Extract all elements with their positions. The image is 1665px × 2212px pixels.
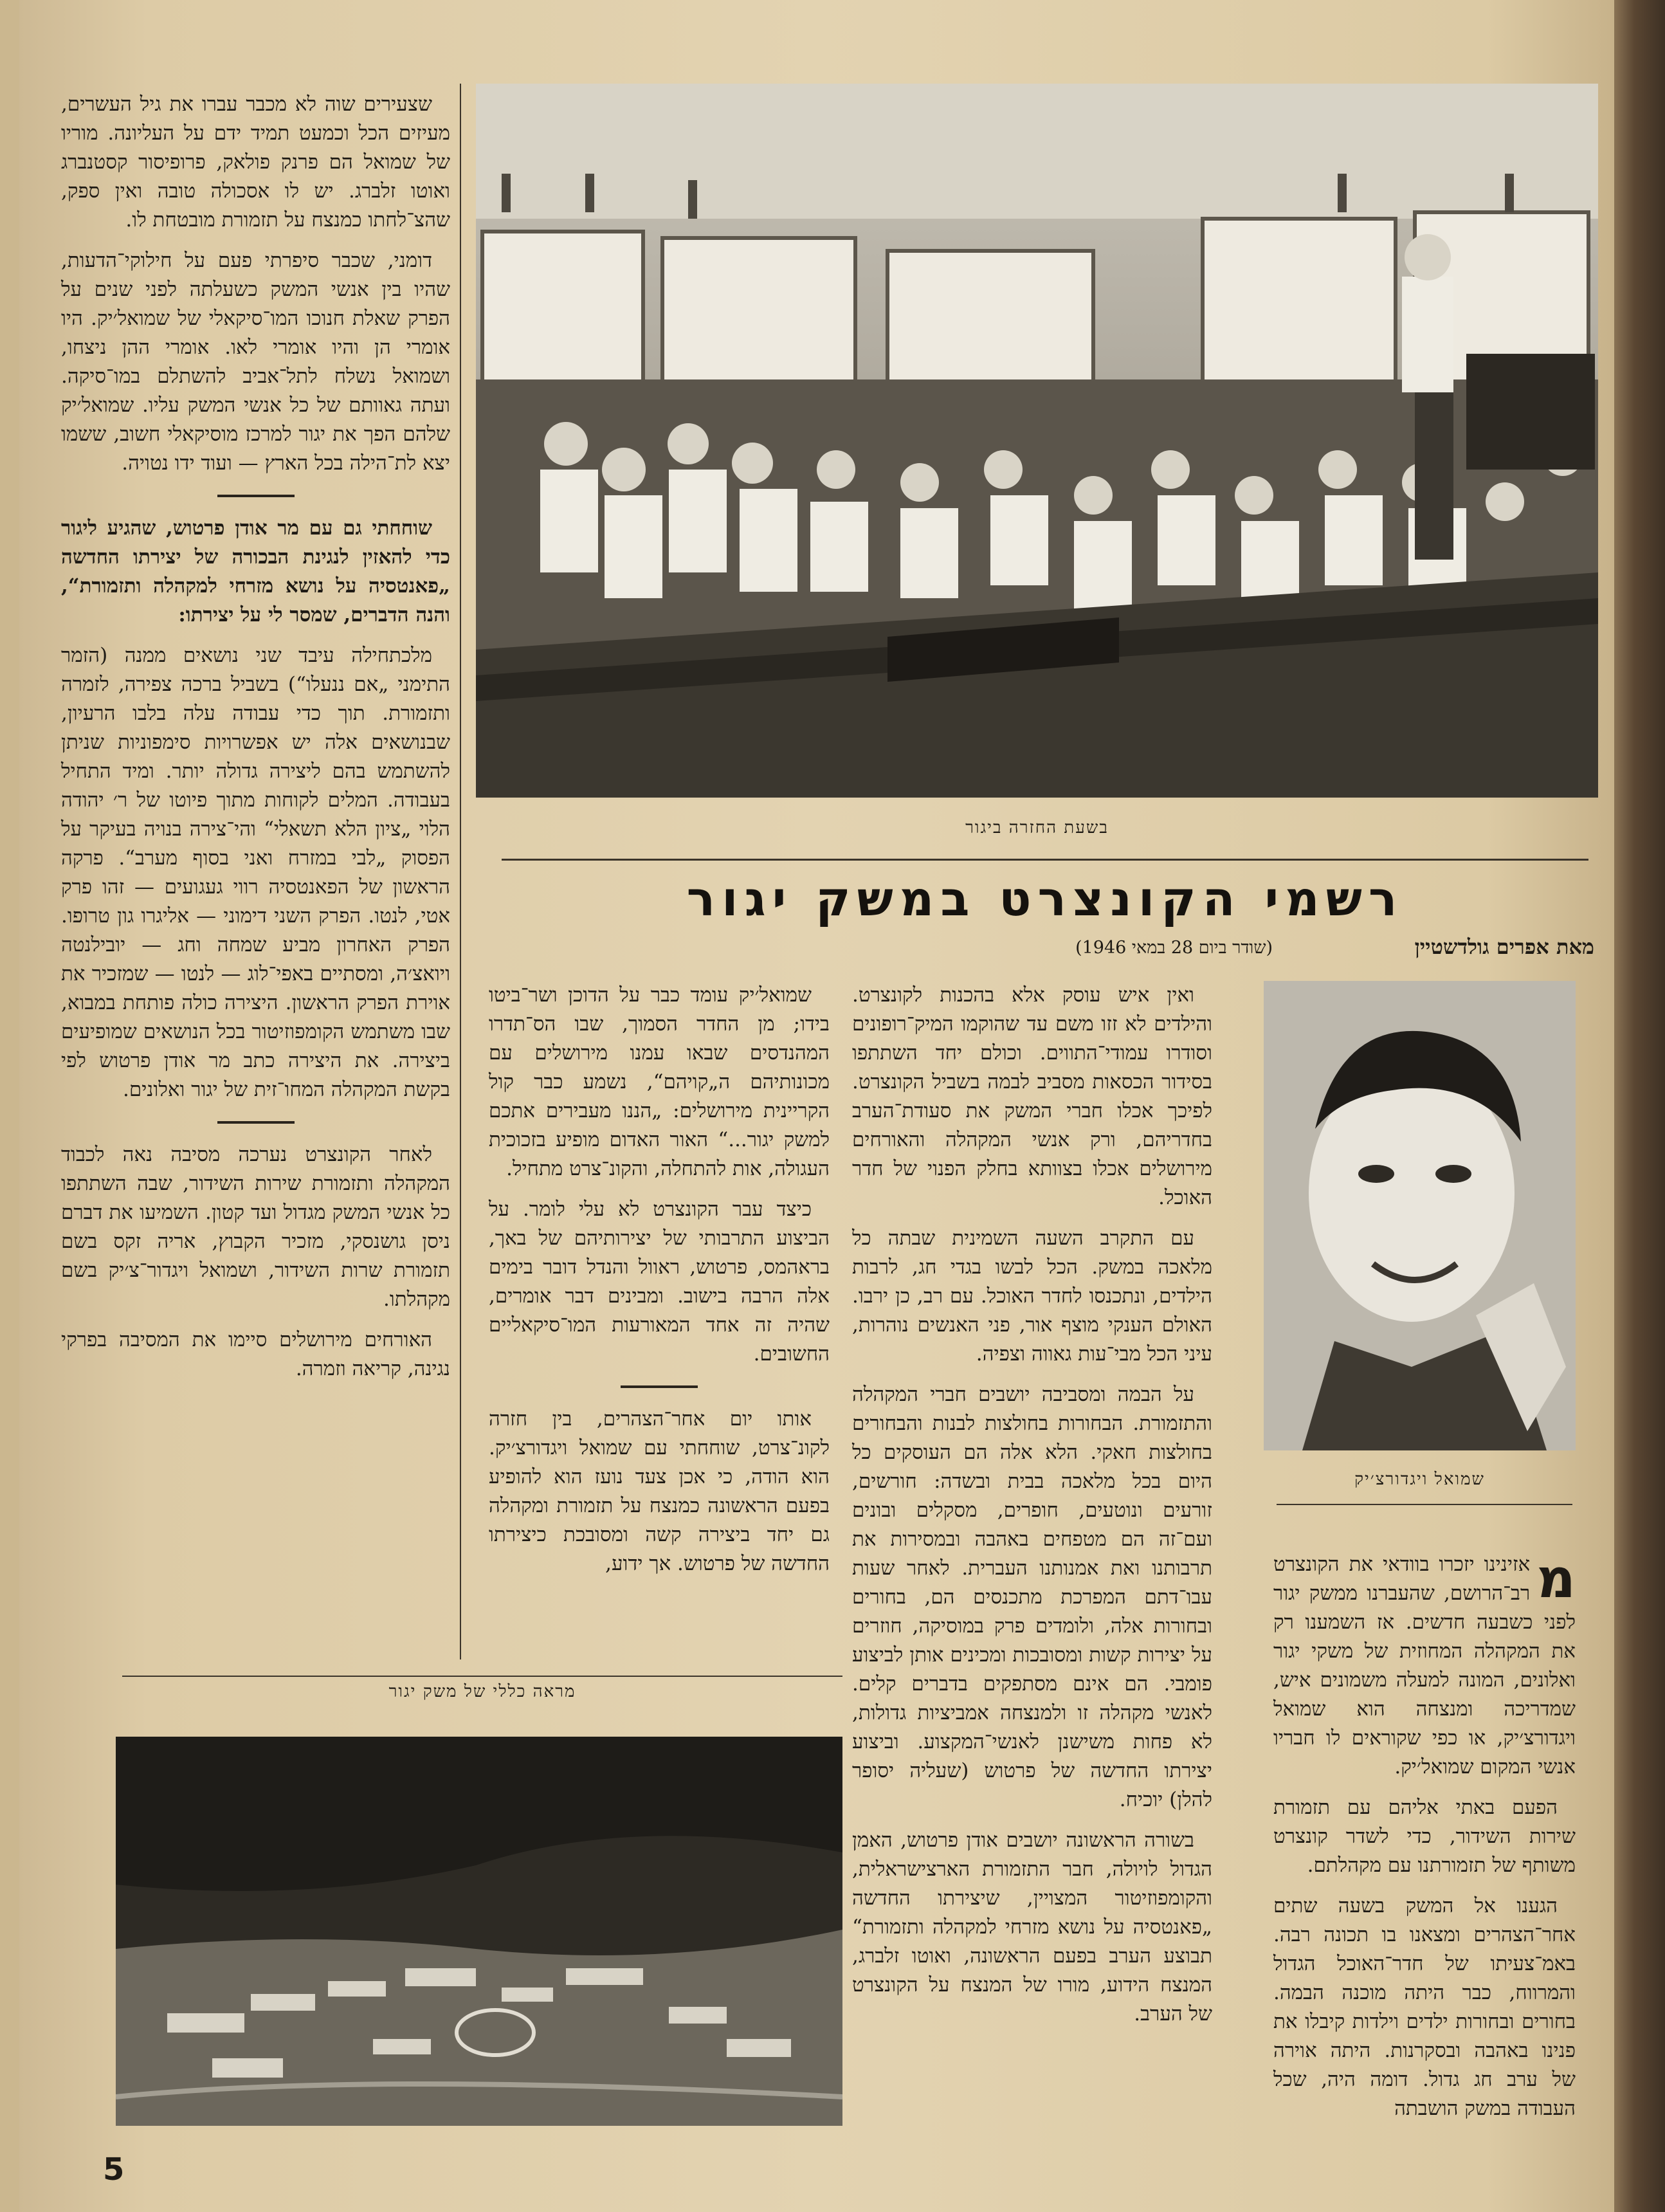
portrait-photo xyxy=(1264,981,1576,1450)
column-center-right xyxy=(852,981,1212,2040)
paragraph: מלכתחילה עיבד שני נושאים ממנה (הזמר התימני „אם ננעלו“) בשביל ברכה צפירה, לזמרה ותזמורת. תוך כדי עבודה עלה בלבו הרעיון, שבנושאים אלה יש אפשרויות סימפוניות שניתן להשתמש בהם ליצירה גדולה יותר. ומיד התחיל בעבודה. המלים לקוחות מתוך פיוטו של ר׳ יהודה הלוי „ציון הלא תשאלי“ והי־צירה בנויה בעיקר על הפסוק „לבי במזרח ואני בסוף מערב“. פרקה הראשון של הפאנטסיה רווי געגועים — זהו פרק אטי, לנטו. הפרק השני דימוני — אליגרו גון טרופו. הפרק האחרון מביע שמחה וחג — יובילנטה ויואצ׳ה, ומסתיים באפי־לוג — לנטו — שמזכיר את אוירת הפרק הראשון. היצירה כולה פותחת במבוא, שבו משתמש הקומפוזיטור בכל הנושאים שמופיעים ביצירה. את היצירה כתב מר אודן פרטוש לפי בקשת המקהלה המחו־זית של יגור ואלונים. xyxy=(61,644,450,1101)
paragraph: הגענו אל המשק בשעה שתים אחר־הצהרים ומצאנו בו תכונה רבה. באמ־צעיתו של חדר־האוכל הגדול והמרווח, כבר היתה מוכנה הבמה. בחורים ובחורות ילדים וילדות קיבלו את פנינו באהבה ובסקרנות. היתה אוירה של ערב חג גדול. דומה היה, שכל העבודה במשק הושבתה xyxy=(1273,1894,1576,2120)
paragraph: בשורה הראשונה יושבים אודן פרטוש, האמן הגדול לויולה, חבר התזמורת הארצישראלית, והקומפוזיטור המצויין, שיצירתו החדשה „פאנטסיה על נושא מזרחי למקהלה ותזמורת“ תבוצע הערב בפעם הראשונה, ואוטו זלברג, המנצח הידוע, מורו של המנצח על הקונצרט של הערב. xyxy=(852,1829,1212,2025)
paragraph: כיצד עבר הקונצרט לא עלי לומר. על הביצוע התרבותי של יצירותיהם של באך, בראהמס, פרטוש, ראוול והנדל דובר בימים אלה הרבה בישוב. ומבינים דבר אומרים, שהיה זה אחד המאורעות המו־סיקאליים החשובים. xyxy=(489,1198,830,1366)
paragraph: האורחים מירושלים סיימו את המסיבה בפרקי נגינה, קריאה וזמרה. xyxy=(61,1328,450,1380)
page-number: 5 xyxy=(103,2152,125,2188)
portrait-rule xyxy=(1277,1504,1572,1505)
paragraph: אותו יום אחר־הצהרים, בין חזרה לקונ־צרט, שוחחתי עם שמואל ויגדורצ׳יק. הוא הודה, כי אכן צעד נועז הוא להופיע בפעם הראשונה כמנצח על תזמורת ומקהלה גם יחד ביצירה קשה ומסובכת כיצירתו החדשה של פרטוש. אך ידוע, xyxy=(489,1407,830,1575)
aerial-image xyxy=(116,1737,842,2126)
paragraph: לאחר הקונצרט נערכה מסיבה נאה לכבוד המקהלה ותזמורת שירות השידור, שבה השתתפו כל אנשי המשק מגדול ועד קטון. השמיעו את דברם ניסן גושנסקי, מזכיר הקבוץ, אריה זקס בשם תזמורת שרות השידור, ושמואל ויגדור־צ׳יק בשם מקהלתו. xyxy=(61,1143,450,1311)
aerial-caption: מראה כללי של משק יגור xyxy=(388,1682,576,1701)
portrait-caption: שמואל ויגדורצ׳יק xyxy=(1354,1470,1485,1489)
paragraph: על הבמה ומסביבה יושבים חברי המקהלה והתזמורת. הבחורות בחולצות לבנות והבחורים בחולצות חאקי. הלא אלה הם העוסקים כל היום בכל מלאכה בבית ובשדה: חורשים, זורעים ונוטעים, חופרים, מסקלים ובונים ועם־זה הם מטפחים באהבה ובמסירות את תרבותנו ואת אמנותנו העברית. לאחר שעות עבו־דתם המפרכת מתכנסים הם, בחורים ובחורות אלה, ולומדים פרק במוסיקה, חוזרים על יצירות קשות ומסובכות ומכינים אותן לביצוע פומבי. הם אינם מסתפקים בדברים קלים. לאנשי מקהלה זו ולמנצחה אמביציות גדולות, לא פחות משישנן לאנשי־המקצוע. וביצוע יצירתו החדשה של פרטוש (שעליה יסופר להלן) יוכיח. xyxy=(852,1383,1212,1811)
section-divider xyxy=(217,495,295,497)
paragraph: הפעם באתי אליהם עם תזמורת שירות השידור, כדי לשדר קונצרט משותף של תזמורתנו עם מקהלתם. xyxy=(1273,1796,1576,1877)
drop-cap: מ xyxy=(1536,1547,1576,1610)
caption-rule xyxy=(502,859,1588,861)
column-left xyxy=(61,90,450,1395)
paragraph: שצעירים שוה לא מכבר עברו את גיל העשרים, מעיזים הכל וכמעט תמיד ידם על העליונה. מוריו של שמואל הם פרנק פולאק, פרופיסור קסטנברג ואוטו זלברג. יש לו אסכולה טובה ואין ספק, שהצ־לחתו כמנצח על תזמורת מובטחת לו. xyxy=(61,93,450,232)
section-divider xyxy=(621,1385,698,1388)
portrait-image xyxy=(1264,981,1576,1450)
paragraph xyxy=(1273,1547,1576,1782)
article-dateline: (שודר ביום 28 במאי 1946) xyxy=(1075,938,1273,958)
paragraph: עם התקרב השעה השמינית שבתה כל מלאכה במשק. הכל לבשו בגדי חג, לרבות הילדים, ונתכנסו לחדר האוכל. עם רב, כן ירבו. האולם הענקי מוצף אור, פני האנשים נוהרות, עיני הכל מבי־עות גאווה וצפיה. xyxy=(852,1227,1212,1366)
rehearsal-caption: בשעת החזרה ביגור xyxy=(965,818,1109,837)
binding-edge xyxy=(1614,0,1665,2212)
column-center-left xyxy=(489,981,830,1590)
aerial-photo xyxy=(116,1737,842,2126)
column-divider xyxy=(460,84,461,1659)
section-divider xyxy=(217,1121,295,1124)
rehearsal-photo-image xyxy=(476,84,1598,798)
aerial-top-rule xyxy=(122,1676,842,1677)
column-right xyxy=(1273,1547,1576,2135)
article-title: רשמי הקונצרט במשק יגור xyxy=(686,872,1404,927)
article-byline: מאת אפרים גולדשטיין xyxy=(1414,935,1594,959)
paragraph-lead: אזינינו יזכרו בוודאי את הקונצרט רב־הרושם, שהעברנו ממשק יגור לפני כשבעה חדשים. אז השמענו רק את המקהלה המחוזית של משקי יגור ואלונים, המונה למעלה משמונים איש, שמדריכה ומנצחה הוא שמואל ויגדורצ׳יק, או כפי שקוראים לו חבריו אנשי המקום שמואל׳יק. xyxy=(1273,1553,1576,1778)
rehearsal-photo xyxy=(476,84,1598,798)
paragraph: ואין איש עוסק אלא בהכנות לקונצרט. והילדים לא זזו משם עד שהוקמו המיק־רופונים וסודרו עמודי־התווים. וכולם יחד השתתפו בסידור הכסאות מסביב לבמה בשביל הקונצרט. לפיכך אכלו חברי המשק את סעודת־הערב בחדריהם, ורק אנשי המקהלה והאורחים מירושלים אכלו בצוותא בחלק הפנוי של חדר האוכל. xyxy=(852,983,1212,1209)
paragraph: שוחחתי גם עם מר אודן פרטוש, שהגיע ליגור כדי להאזין לנגינת הבכורה של יצירתו החדשה „פאנטסיה על נושא מזרחי למקהלה ותזמורת“, והנה הדברים, שמסר לי על יצירתו: xyxy=(61,516,450,626)
paragraph: דומני, שכבר סיפרתי פעם על חילוקי־הדעות, שהיו בין אנשי המשק כשעלתה לפני שנים על הפרק שאלת חנוכו המו־סיקאלי של שמואל׳יק. היו אומרי הן והיו אומרי לאו. אומרי ההן ניצחו, ושמואל נשלח לתל־אביב להשתלם במו־סיקה. ועתה גאוותם של כל אנשי המשק עליו. שמואל׳יק שלהם הפך את יגור למרכז מוסיקאלי חשוב, ששמו יצא לת־הילה בכל הארץ — ועוד ידו נטויה. xyxy=(61,249,450,475)
paragraph: שמואל׳יק עומד כבר על הדוכן ושר־ביטו בידו; מן החדר הסמוך, שבו הס־תדרו המהנדסים שבאו עמנו מירושלים עם מכונותיהם ה„קויהם“, נשמע כבר קול הקריינית מירושלים: „הננו מעבירים אתכם למשק יגור...“ האור האדום מופיע בזכוכית העגולה, אות להתחלה, והקונ־צרט מתחיל. xyxy=(489,983,830,1180)
